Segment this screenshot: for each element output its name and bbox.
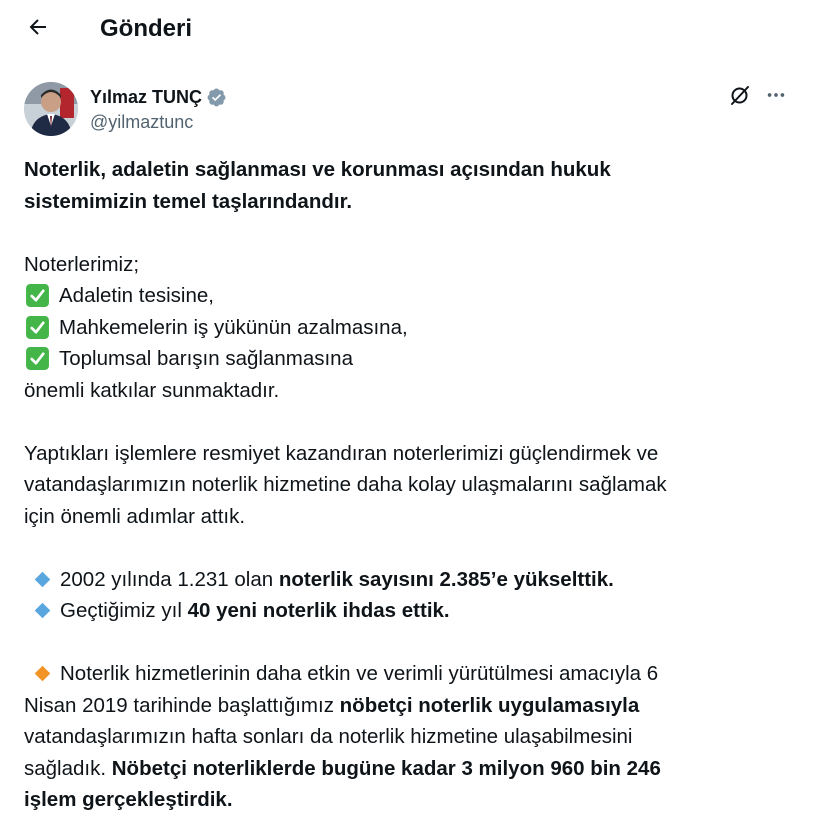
post-line: Yaptıkları işlemlere resmiyet kazandıran noterlerimizi güçlendirmek ve	[24, 441, 659, 465]
small-blue-diamond-icon	[28, 567, 56, 591]
bullet-text: 2002 yılında 1.231 olan	[60, 567, 279, 591]
grok-icon	[728, 83, 752, 112]
post-line: için önemli adımlar attık.	[24, 504, 246, 528]
post-line: vatandaşlarımızın noterlik hizmetine daha kolay ulaşmalarını sağlamak	[24, 473, 667, 496]
bullet-item	[24, 658, 794, 690]
grok-button[interactable]	[726, 83, 754, 111]
avatar[interactable]	[24, 82, 78, 136]
post-line: Noterlik, adaletin sağlanması ve korunması açısından hukuk	[24, 158, 611, 181]
post-text-bold: nöbetçi noterlik uygulamasıyla	[339, 693, 640, 717]
post-line: Noterlerimiz;	[24, 252, 140, 276]
more-button[interactable]	[762, 83, 790, 111]
post-line	[24, 753, 794, 785]
check-mark-icon	[24, 282, 51, 309]
check-mark-icon	[24, 314, 51, 341]
post-text-normal: Nisan 2019 tarihinde başlattığımız	[24, 693, 340, 717]
list-item	[24, 343, 794, 375]
bullet-text: Noterlik hizmetlerinin daha etkin ve verimli yürütülmesi amacıyla 6	[60, 662, 659, 685]
post-text-bold: Nöbetçi noterliklerde bugüne kadar 3 milyon 960 bin 246	[111, 756, 661, 780]
list-item-text: Mahkemelerin iş yükünün azalmasına,	[59, 315, 408, 339]
author-name-text: Yılmaz TUNÇ	[90, 87, 203, 107]
bullet-text: Geçtiğimiz yıl	[60, 599, 188, 622]
bullet-text-bold: 40 yeni noterlik ihdas ettik.	[187, 599, 450, 622]
check-mark-icon	[24, 345, 51, 372]
bullet-text-bold: noterlik sayısını 2.385’e yükselttik.	[278, 567, 614, 591]
list-item	[24, 280, 794, 312]
top-bar	[0, 0, 813, 58]
more-icon	[765, 84, 787, 111]
small-orange-diamond-icon	[28, 662, 56, 686]
post-line: önemli katkılar sunmaktadır.	[24, 378, 280, 402]
list-item-text: Toplumsal barışın sağlanmasına	[59, 347, 353, 370]
bullet-item	[24, 595, 794, 627]
arrow-left-icon	[26, 15, 50, 44]
post-line: işlem gerçekleştirdik.	[24, 788, 233, 811]
verified-badge-icon	[206, 87, 227, 108]
post-line: vatandaşlarımızın hafta sonları da noterlik hizmetine ulaşabilmesini	[24, 725, 633, 748]
author-name[interactable]	[90, 86, 227, 108]
small-blue-diamond-icon	[28, 599, 56, 623]
post-text	[24, 154, 794, 816]
page-title: Gönderi	[100, 15, 193, 42]
back-button[interactable]	[20, 11, 56, 47]
post-line: sistemimizin temel taşlarındandır.	[24, 189, 353, 213]
bullet-item	[24, 564, 794, 596]
author-handle[interactable]: @yilmaztunc	[90, 112, 194, 132]
post-text-normal: sağladık.	[24, 756, 112, 780]
list-item-text: Adaletin tesisine,	[59, 284, 214, 307]
post-line	[24, 690, 794, 722]
post-author	[0, 78, 813, 142]
list-item	[24, 312, 794, 344]
